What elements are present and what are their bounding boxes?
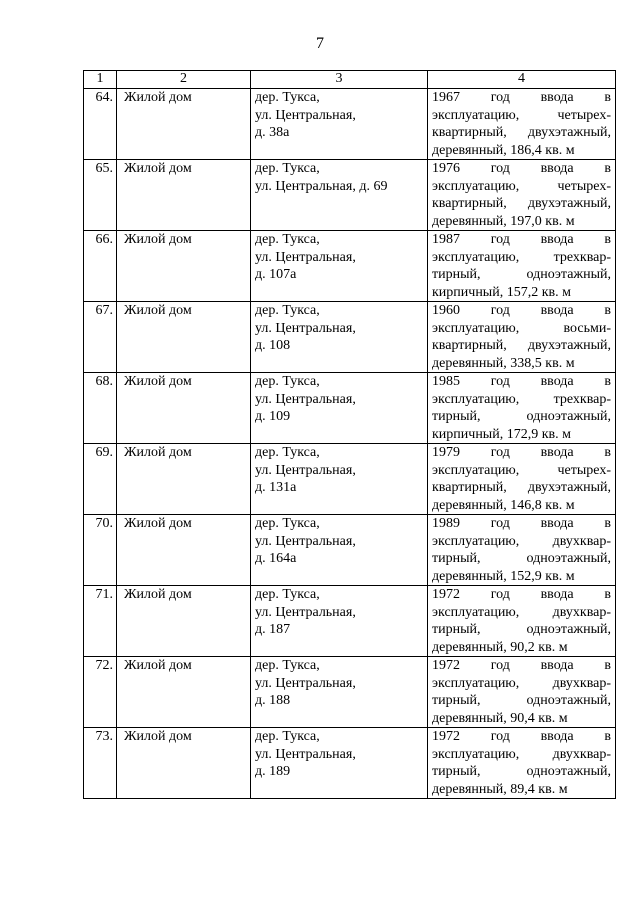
object-description: [428, 728, 616, 799]
address-line: ул. Центральная,: [255, 107, 356, 123]
description-line: деревянный, 89,4 кв. м: [432, 781, 568, 797]
object-address: [251, 444, 428, 515]
description-line: эксплуатацию, трехквар-: [432, 249, 611, 265]
address-line: дер. Тукса,: [255, 90, 320, 105]
description-line: эксплуатацию, двухквар-: [432, 533, 611, 549]
address-line: дер. Тукса,: [255, 729, 320, 744]
row-number: 65.: [84, 160, 117, 231]
description-line: тирный, одноэтажный,: [432, 551, 611, 566]
row-number: 69.: [84, 444, 117, 515]
description-line: эксплуатацию, двухквар-: [432, 675, 611, 691]
address-line: ул. Центральная, д. 69: [255, 178, 388, 194]
table-row: [84, 586, 616, 657]
description-line: 1979 год ввода в: [432, 445, 611, 460]
row-number: 67.: [84, 302, 117, 373]
address-line: дер. Тукса,: [255, 658, 320, 673]
object-address: [251, 89, 428, 160]
description-line: 1985 год ввода в: [432, 374, 611, 389]
address-line: дер. Тукса,: [255, 445, 320, 460]
address-line: д. 131а: [255, 480, 297, 495]
object-description: [428, 657, 616, 728]
description-line: деревянный, 90,4 кв. м: [432, 710, 568, 726]
table-row: [84, 515, 616, 586]
table-header: [84, 71, 616, 89]
description-line: тирный, одноэтажный,: [432, 622, 611, 637]
address-line: д. 189: [255, 764, 291, 779]
address-line: д. 107а: [255, 267, 297, 282]
column-header-number: 1: [84, 71, 117, 89]
address-line: д. 188: [255, 693, 291, 708]
object-name: Жилой дом: [117, 160, 251, 231]
description-line: 1967 год ввода в: [432, 90, 611, 105]
description-line: тирный, одноэтажный,: [432, 764, 611, 779]
address-line: д. 109: [255, 409, 291, 424]
object-name: Жилой дом: [117, 373, 251, 444]
address-line: дер. Тукса,: [255, 587, 320, 602]
description-line: эксплуатацию, четырех-: [432, 178, 611, 194]
description-line: квартирный, двухэтажный,: [432, 480, 611, 495]
object-name: Жилой дом: [117, 444, 251, 515]
description-line: квартирный, двухэтажный,: [432, 338, 611, 353]
object-description: [428, 444, 616, 515]
address-line: дер. Тукса,: [255, 232, 320, 247]
object-address: [251, 160, 428, 231]
description-line: тирный, одноэтажный,: [432, 267, 611, 282]
address-line: ул. Центральная,: [255, 249, 356, 265]
table-row: [84, 160, 616, 231]
description-line: деревянный, 197,0 кв. м: [432, 213, 575, 229]
description-line: 1960 год ввода в: [432, 303, 611, 318]
table-row: [84, 657, 616, 728]
column-header-name: 2: [117, 71, 251, 89]
address-line: дер. Тукса,: [255, 374, 320, 389]
description-line: тирный, одноэтажный,: [432, 693, 611, 708]
description-line: 1987 год ввода в: [432, 232, 611, 247]
object-description: [428, 160, 616, 231]
address-line: ул. Центральная,: [255, 391, 356, 407]
object-address: [251, 231, 428, 302]
object-address: [251, 515, 428, 586]
description-line: деревянный, 338,5 кв. м: [432, 355, 575, 371]
description-line: 1972 год ввода в: [432, 587, 611, 602]
header-row: [84, 71, 616, 89]
address-line: д. 38а: [255, 125, 290, 140]
address-line: д. 108: [255, 338, 291, 353]
table-row: [84, 89, 616, 160]
address-line: ул. Центральная,: [255, 675, 356, 691]
address-line: дер. Тукса,: [255, 516, 320, 531]
address-line: ул. Центральная,: [255, 320, 356, 336]
row-number: 66.: [84, 231, 117, 302]
description-line: кирпичный, 172,9 кв. м: [432, 426, 571, 442]
address-line: ул. Центральная,: [255, 533, 356, 549]
table-body: [84, 89, 616, 799]
table-row: [84, 231, 616, 302]
description-line: эксплуатацию, двухквар-: [432, 604, 611, 620]
description-line: эксплуатацию, четырех-: [432, 107, 611, 123]
object-name: Жилой дом: [117, 586, 251, 657]
row-number: 70.: [84, 515, 117, 586]
object-name: Жилой дом: [117, 231, 251, 302]
object-description: [428, 89, 616, 160]
object-address: [251, 728, 428, 799]
object-name: Жилой дом: [117, 89, 251, 160]
row-number: 71.: [84, 586, 117, 657]
address-line: д. 164а: [255, 551, 297, 566]
object-name: Жилой дом: [117, 657, 251, 728]
table-row: [84, 728, 616, 799]
object-name: Жилой дом: [117, 728, 251, 799]
address-line: д. 187: [255, 622, 291, 637]
description-line: эксплуатацию, восьми-: [432, 320, 611, 336]
description-line: кирпичный, 157,2 кв. м: [432, 284, 571, 300]
table-row: [84, 373, 616, 444]
description-line: эксплуатацию, трехквар-: [432, 391, 611, 407]
address-line: ул. Центральная,: [255, 746, 356, 762]
object-address: [251, 373, 428, 444]
column-header-description: 4: [428, 71, 616, 89]
page-number: 7: [316, 35, 324, 52]
description-line: тирный, одноэтажный,: [432, 409, 611, 424]
row-number: 68.: [84, 373, 117, 444]
address-line: ул. Центральная,: [255, 462, 356, 478]
row-number: 64.: [84, 89, 117, 160]
description-line: квартирный, двухэтажный,: [432, 125, 611, 140]
description-line: деревянный, 186,4 кв. м: [432, 142, 575, 158]
object-description: [428, 302, 616, 373]
row-number: 73.: [84, 728, 117, 799]
object-description: [428, 231, 616, 302]
description-line: деревянный, 90,2 кв. м: [432, 639, 568, 655]
address-line: дер. Тукса,: [255, 303, 320, 318]
description-line: эксплуатацию, четырех-: [432, 462, 611, 478]
description-line: деревянный, 146,8 кв. м: [432, 497, 575, 513]
object-description: [428, 515, 616, 586]
row-number: 72.: [84, 657, 117, 728]
object-description: [428, 373, 616, 444]
column-header-address: 3: [251, 71, 428, 89]
description-line: 1972 год ввода в: [432, 729, 611, 744]
address-line: ул. Центральная,: [255, 604, 356, 620]
object-address: [251, 657, 428, 728]
address-line: дер. Тукса,: [255, 161, 320, 176]
description-line: 1976 год ввода в: [432, 161, 611, 176]
description-line: деревянный, 152,9 кв. м: [432, 568, 575, 584]
object-description: [428, 586, 616, 657]
object-address: [251, 302, 428, 373]
table-row: [84, 302, 616, 373]
description-line: 1989 год ввода в: [432, 516, 611, 531]
description-line: эксплуатацию, двухквар-: [432, 746, 611, 762]
object-address: [251, 586, 428, 657]
description-line: квартирный, двухэтажный,: [432, 196, 611, 211]
table-row: [84, 444, 616, 515]
description-line: 1972 год ввода в: [432, 658, 611, 673]
property-table: [83, 70, 616, 799]
object-name: Жилой дом: [117, 515, 251, 586]
object-name: Жилой дом: [117, 302, 251, 373]
